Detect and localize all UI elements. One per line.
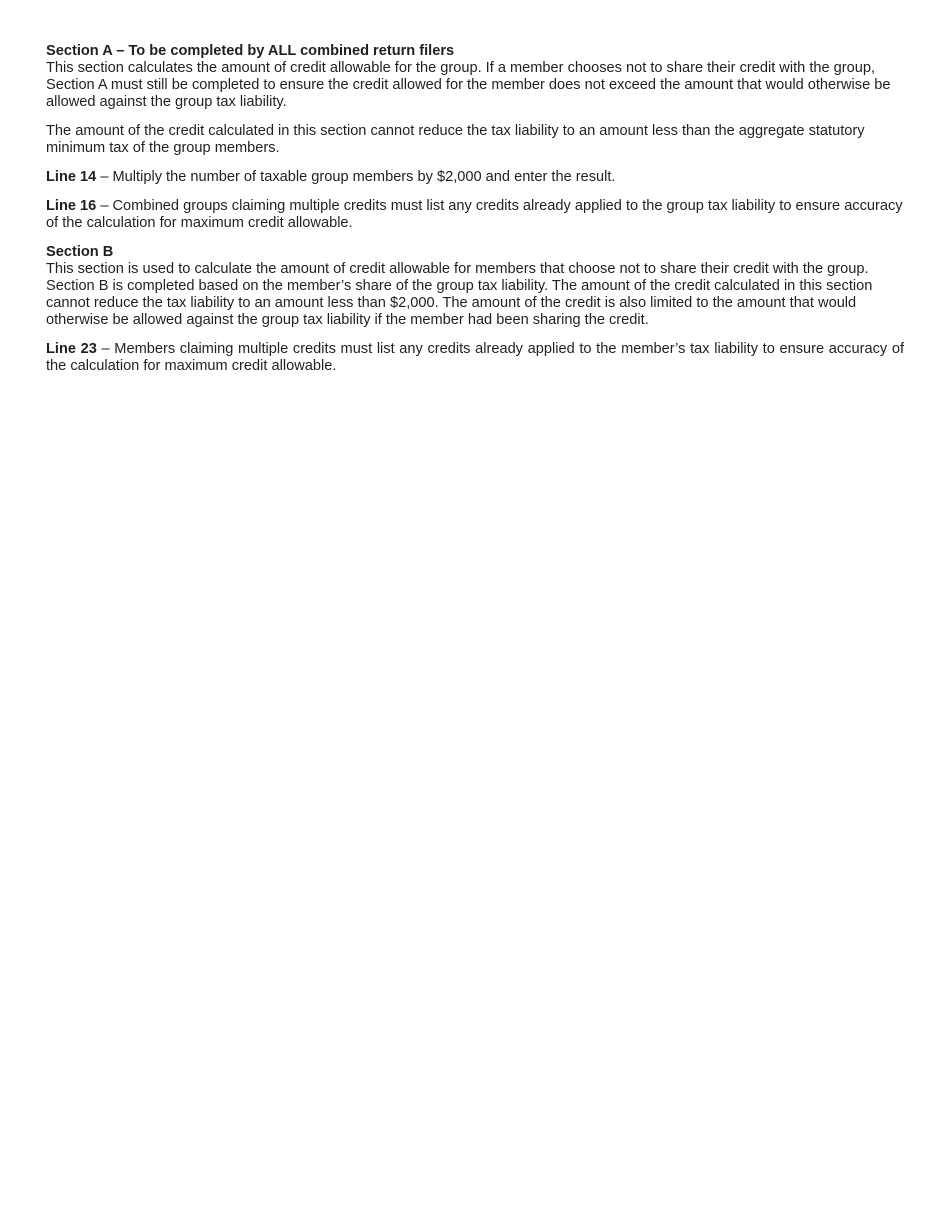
line-23-text: – Members claiming multiple credits must list any credits already applied to the member’s tax liability to ensure accuracy of the calculation for maximum credit allowable. [46, 341, 904, 374]
line-16-label: Line 16 [46, 198, 97, 214]
section-b-heading: Section B [46, 244, 114, 260]
line-16-instruction [46, 198, 904, 232]
section-a-paragraph-2: The amount of the credit calculated in this section cannot reduce the tax liability to an amount less than the aggregate statutory minimum tax of the group members. [46, 123, 865, 156]
line-14-instruction [46, 169, 904, 186]
line-23-instruction [46, 341, 904, 375]
section-b [46, 244, 904, 375]
line-14-text: – Multiply the number of taxable group members by $2,000 and enter the result. [96, 169, 616, 185]
line-23-label: Line 23 [46, 341, 97, 357]
section-a-heading: Section A – To be completed by ALL combined return filers [46, 43, 455, 59]
section-a-paragraph-1: This section calculates the amount of credit allowable for the group. If a member chooses not to share their credit with the group, Section A must still be completed to ensure the credit allowed for the member does not exceed the amount that would otherwise be allowed against the group tax liability. [46, 60, 891, 110]
section-b-paragraph-1: This section is used to calculate the amount of credit allowable for members that choose not to share their credit with the group. Section B is completed based on the member’s share of the group tax liability. The amount of the credit calculated in this section cannot reduce the tax liability to an amount less than $2,000. The amount of the credit is also limited to the amount that would otherwise be allowed against the group tax liability if the member had been sharing the credit. [46, 261, 873, 328]
line-16-text: – Combined groups claiming multiple credits must list any credits already applied to the group tax liability to ensure accuracy of the calculation for maximum credit allowable. [46, 198, 903, 231]
line-14-label: Line 14 [46, 169, 97, 185]
section-a [46, 43, 904, 232]
